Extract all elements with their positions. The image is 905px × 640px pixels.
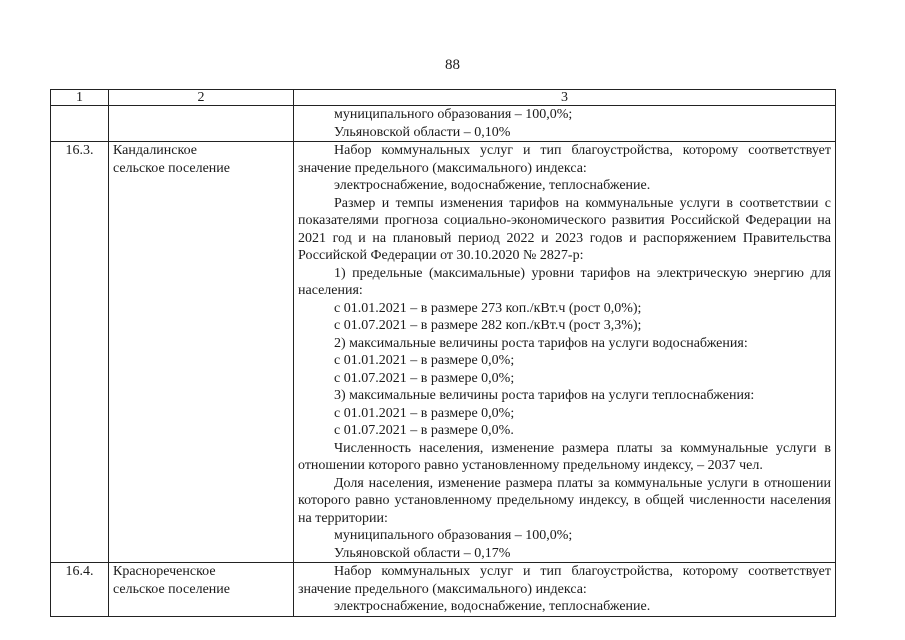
row-number xyxy=(51,106,109,142)
description-paragraph: 2) максимальные величины роста тарифов на услуги водоснабжения: xyxy=(334,335,748,351)
page-number: 88 xyxy=(445,57,460,73)
description-paragraph: с 01.07.2021 – в размере 0,0%; xyxy=(334,370,515,386)
row-number: 16.4. xyxy=(51,563,109,617)
description-paragraph: 1) предельные (максимальные) уровни тарифов на электрическую энергию для населения: xyxy=(298,265,831,298)
settlement-name-cell xyxy=(109,563,294,617)
description-paragraph: с 01.07.2021 – в размере 282 коп./кВт.ч (рост 3,3%); xyxy=(334,318,642,333)
table-header-row xyxy=(51,90,836,106)
settlement-name-line: Краснореченское xyxy=(113,564,216,579)
description-paragraph: муниципального образования – 100,0%; xyxy=(334,528,573,543)
description-paragraph: Размер и темпы изменения тарифов на коммунальные услуги в соответствии с показателями прогноза социально-экономического развития Российской Федерации на 2021 год и на плановый период 2022 и 2023 годов и распоряжением Правительства Российской Федерации от 30.10.2020 № 2827-р: xyxy=(298,195,831,263)
description-cell xyxy=(294,142,836,563)
description-paragraph: Набор коммунальных услуг и тип благоустройства, которому соответствует значение предельного (максимального) индекса: xyxy=(298,143,831,176)
description-paragraph: электроснабжение, водоснабжение, теплоснабжение. xyxy=(334,178,651,193)
description-paragraph: Набор коммунальных услуг и тип благоустройства, которому соответствует значение предельного (максимального) индекса: xyxy=(298,564,831,597)
description-paragraph: с 01.01.2021 – в размере 0,0%; xyxy=(334,405,515,421)
description-paragraph: с 01.01.2021 – в размере 273 коп./кВт.ч (рост 0,0%); xyxy=(334,300,642,316)
description-paragraph: электроснабжение, водоснабжение, теплоснабжение. xyxy=(334,599,651,614)
tariff-table xyxy=(50,89,836,617)
description-paragraph: с 01.01.2021 – в размере 0,0%; xyxy=(334,353,515,368)
table-row xyxy=(51,563,836,617)
row-number: 16.3. xyxy=(51,142,109,563)
settlement-name-cell xyxy=(109,106,294,142)
column-header: 2 xyxy=(109,90,294,106)
description-paragraph: Доля населения, изменение размера платы за коммунальные услуги в отношении которого равно установленному предельному индексу, в общей численности населения на территории: xyxy=(298,475,831,526)
table-row xyxy=(51,106,836,142)
column-header: 1 xyxy=(51,90,109,106)
description-paragraph: 3) максимальные величины роста тарифов на услуги теплоснабжения: xyxy=(334,388,755,403)
table-row xyxy=(51,142,836,563)
settlement-name-cell xyxy=(109,142,294,563)
settlement-name-line: сельское поселение xyxy=(113,581,230,597)
settlement-name-line: Кандалинское xyxy=(113,143,197,158)
description-paragraph: Ульяновской области – 0,17% xyxy=(334,545,511,561)
description-paragraph: муниципального образования – 100,0%; xyxy=(334,107,573,122)
column-header: 3 xyxy=(294,90,836,106)
description-paragraph: Ульяновской области – 0,10% xyxy=(334,124,511,140)
description-cell xyxy=(294,106,836,142)
description-paragraph: Численность населения, изменение размера платы за коммунальные услуги в отношении которого равно установленному предельному индексу, – 2037 чел. xyxy=(298,440,831,473)
description-cell xyxy=(294,563,836,617)
description-paragraph: с 01.07.2021 – в размере 0,0%. xyxy=(334,423,514,438)
settlement-name-line: сельское поселение xyxy=(113,160,230,176)
